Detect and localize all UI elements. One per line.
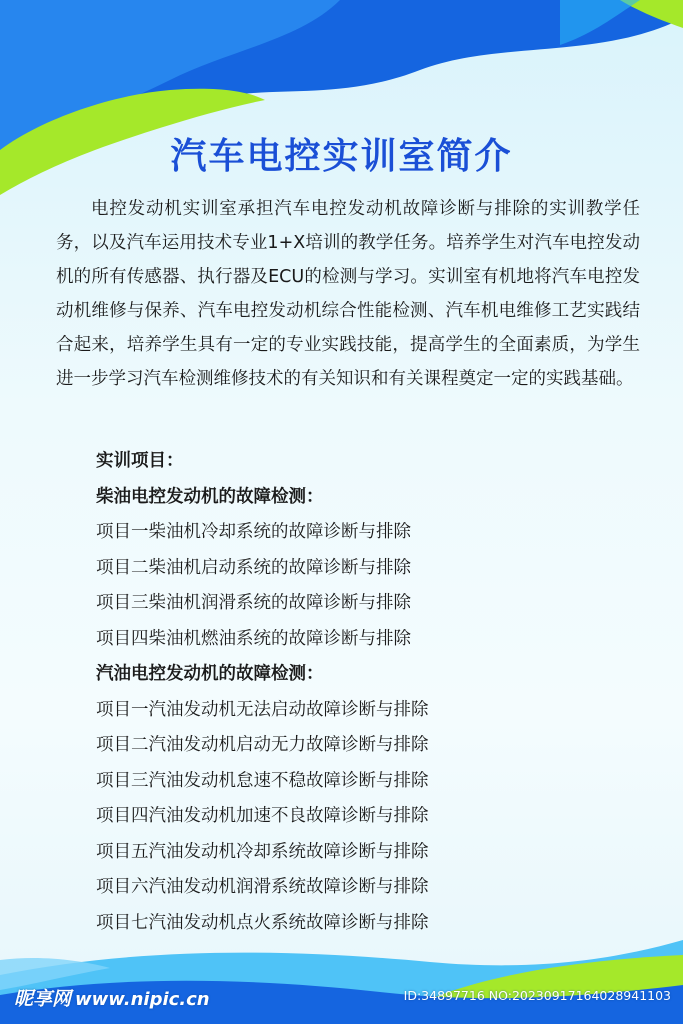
intro-paragraph: 电控发动机实训室承担汽车电控发动机故障诊断与排除的实训教学任务，以及汽车运用技术专业1+X培训的教学任务。培养学生对汽车电控发动机的所有传感器、执行器及ECU的检测与学习。实训室有机地将汽车电控发动机维修与保养、汽车电控发动机综合性能检测、汽车机电维修工艺实践结合起来，培养学生具有一定的专业实践技能，提高学生的全面素质，为学生进一步学习汽车检测维修技术的有关知识和有关课程奠定一定的实践基础。 xyxy=(56,199,640,389)
list-item: 项目三柴油机润滑系统的故障诊断与排除 xyxy=(96,593,411,613)
watermark-id: ID:34897716 NO:20230917164028941103 xyxy=(403,988,671,1003)
list-item: 项目五汽油发动机冷却系统故障诊断与排除 xyxy=(96,841,429,862)
watermark-brand-name: 昵享网 xyxy=(14,988,72,1010)
list-item: 项目二汽油发动机启动无力故障诊断与排除 xyxy=(96,735,429,755)
projects-list xyxy=(96,444,656,941)
list-item: 项目三汽油发动机怠速不稳故障诊断与排除 xyxy=(96,770,429,791)
projects-heading: 实训项目： xyxy=(96,451,184,471)
list-item: 项目四汽油发动机加速不良故障诊断与排除 xyxy=(96,806,429,826)
diesel-heading: 柴油电控发动机的故障检测： xyxy=(96,486,324,507)
page-title: 汽车电控实训室简介 xyxy=(170,135,513,177)
list-item: 项目四柴油机燃油系统的故障诊断与排除 xyxy=(96,628,411,649)
watermark-brand xyxy=(14,984,210,1011)
list-item: 项目六汽油发动机润滑系统故障诊断与排除 xyxy=(96,877,429,897)
watermark-site: www.nipic.cn xyxy=(75,989,210,1010)
list-item: 项目七汽油发动机点火系统故障诊断与排除 xyxy=(96,912,429,933)
list-item: 项目一柴油机冷却系统的故障诊断与排除 xyxy=(96,522,411,542)
list-item: 项目一汽油发动机无法启动故障诊断与排除 xyxy=(96,699,429,720)
list-item: 项目二柴油机启动系统的故障诊断与排除 xyxy=(96,557,411,578)
gasoline-heading: 汽油电控发动机的故障检测： xyxy=(96,664,324,684)
